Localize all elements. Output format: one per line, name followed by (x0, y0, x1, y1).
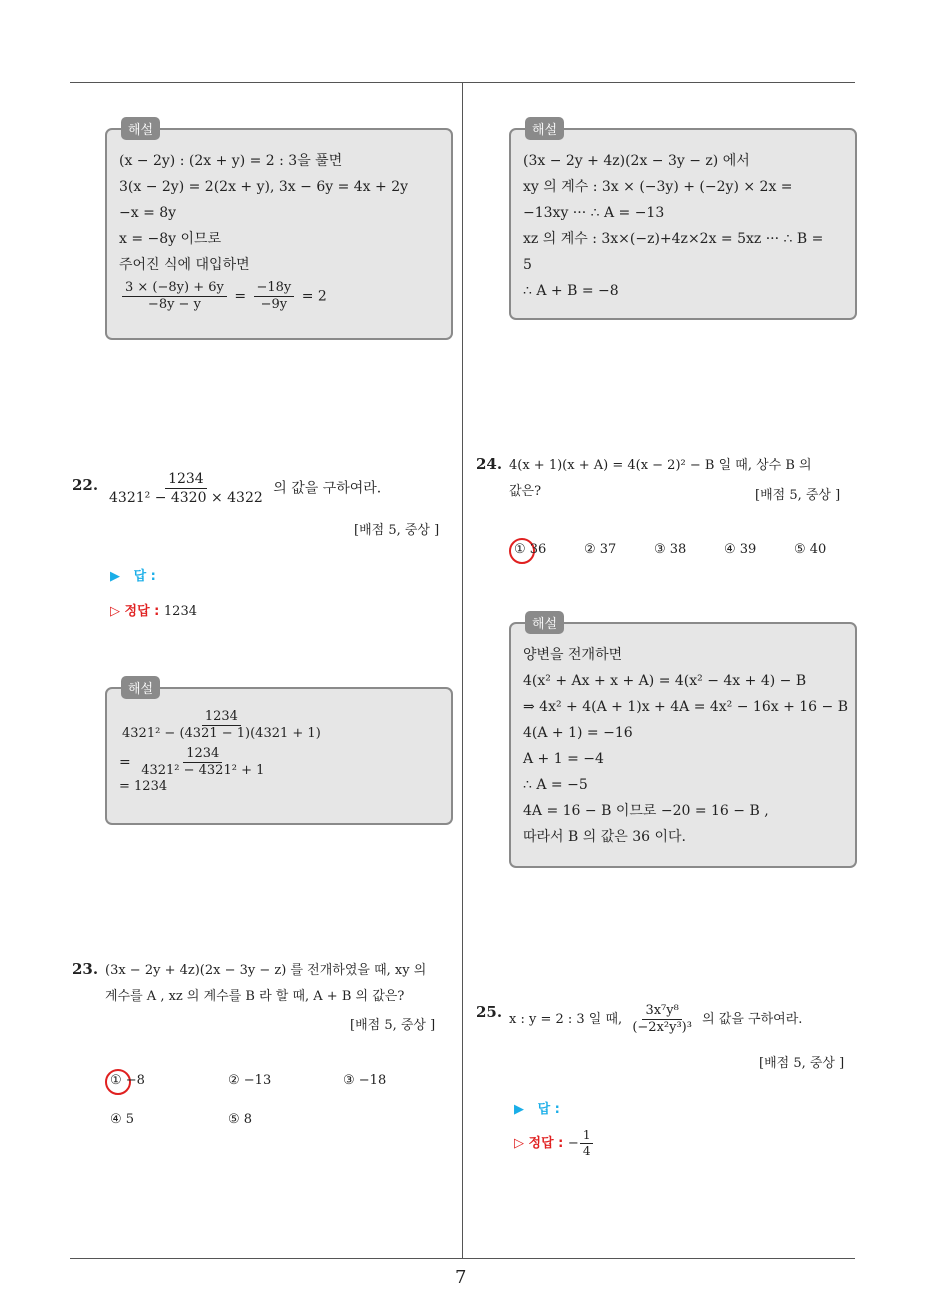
correct-answer-25 (514, 1128, 593, 1159)
explanation-line: 5 (523, 257, 532, 273)
numerator: 1 (580, 1128, 594, 1144)
equals: = (119, 754, 131, 771)
score-difficulty: [배점 5, 중상 ] (759, 1056, 845, 1071)
choice-5[interactable]: ⑤ 8 (228, 1112, 253, 1127)
explanation-line: −13xy ··· ∴ A = −13 (523, 205, 665, 221)
denominator: 4321² − 4320 × 4322 (109, 490, 263, 506)
explanation-line: (3x − 2y + 4z)(2x − 3y − z) 에서 (523, 153, 750, 169)
denominator: −9y (260, 297, 288, 312)
answer-prompt-22 (110, 565, 156, 584)
denominator: (−2x²y³)³ (632, 1020, 692, 1035)
explanation-line: xz 의 계수 : 3x×(−z)+4z×2x = 5xz ··· ∴ B = (523, 231, 824, 247)
explanation-line: (x − 2y) : (2x + y) = 2 : 3을 풀면 (119, 153, 343, 169)
explanation-line: 따라서 B 의 값은 36 이다. (523, 829, 686, 845)
explanation-fraction-line (119, 709, 441, 742)
answer-fraction (580, 1128, 594, 1159)
question-number-25: 25. (476, 1003, 503, 1021)
choice-2[interactable]: ② 37 (584, 542, 617, 557)
explanation-box-q21 (105, 123, 453, 340)
answer-label: 답 : (133, 569, 156, 584)
answer-label: 답 : (537, 1102, 560, 1117)
explanation-line: 4(A + 1) = −16 (523, 725, 633, 741)
numerator: 1234 (202, 709, 241, 726)
choice-5[interactable]: ⑤ 40 (794, 542, 827, 557)
equals: = (234, 288, 247, 305)
explanation-line: = 1234 (119, 779, 168, 794)
hollow-arrow-icon: ▷ (110, 604, 120, 619)
fraction (122, 280, 227, 313)
bottom-rule (70, 1258, 855, 1259)
numerator: −18y (254, 280, 295, 297)
explanation-line: 3(x − 2y) = 2(2x + y), 3x − 6y = 4x + 2y (119, 179, 409, 195)
correct-label: 정답 : (124, 604, 160, 619)
fraction (138, 746, 267, 779)
choice-1[interactable]: ① 36 (514, 542, 547, 557)
explanation-fraction-line (119, 280, 441, 313)
explanation-box-q21b (509, 123, 857, 320)
choice-3[interactable]: ③ −18 (343, 1073, 387, 1088)
correct-label: 정답 : (528, 1136, 564, 1151)
correct-answer-22 (110, 600, 197, 619)
explanation-fraction-line (119, 746, 441, 779)
explanation-line: −x = 8y (119, 205, 177, 221)
explanation-tag: 해설 (121, 117, 160, 140)
fraction (254, 280, 295, 313)
fraction (119, 709, 324, 742)
denominator: 4321² − (4321 − 1)(4321 + 1) (122, 726, 321, 741)
numerator: 3 × (−8y) + 6y (122, 280, 227, 297)
answer-value: 1234 (163, 604, 197, 619)
explanation-tag: 해설 (121, 676, 160, 699)
play-arrow-icon: ▶ (514, 1102, 524, 1117)
numerator: 1234 (165, 470, 207, 489)
question-23-line2: 계수를 A , xz 의 계수를 B 라 할 때, A + B 의 값은? (105, 989, 405, 1004)
question-text: 의 값을 구하여라. (273, 480, 382, 497)
answer-sign: − (567, 1136, 579, 1151)
choice-3[interactable]: ③ 38 (654, 542, 687, 557)
result: = 2 (301, 288, 327, 305)
choice-4[interactable]: ④ 5 (110, 1112, 135, 1127)
choice-2[interactable]: ② −13 (228, 1073, 272, 1088)
explanation-line: 주어진 식에 대입하면 (119, 257, 250, 273)
choice-1[interactable]: ① −8 (110, 1073, 145, 1088)
choice-4[interactable]: ④ 39 (724, 542, 757, 557)
score-difficulty: [배점 5, 중상 ] (755, 488, 841, 503)
explanation-line: 양변을 전개하면 (523, 647, 623, 663)
question-24-line2: 값은? (509, 484, 542, 499)
fraction (629, 1003, 695, 1036)
explanation-tag: 해설 (525, 611, 564, 634)
explanation-line: x = −8y 이므로 (119, 231, 222, 247)
explanation-line: ∴ A = −5 (523, 777, 588, 793)
question-number-22: 22. (72, 476, 99, 494)
fraction (106, 470, 266, 507)
page-number: 7 (455, 1267, 467, 1288)
answer-prompt-25 (514, 1098, 560, 1117)
explanation-line: xy 의 계수 : 3x × (−3y) + (−2y) × 2x = (523, 179, 793, 195)
score-difficulty: [배점 5, 중상 ] (354, 523, 440, 538)
question-text: 의 값을 구하여라. (702, 1012, 803, 1027)
explanation-box-q22 (105, 682, 453, 825)
explanation-line: A + 1 = −4 (523, 751, 604, 767)
question-22-text (103, 470, 381, 507)
question-text: x : y = 2 : 3 일 때, (509, 1012, 623, 1027)
column-divider (462, 83, 463, 1258)
explanation-tag: 해설 (525, 117, 564, 140)
numerator: 3x⁷y⁸ (642, 1003, 681, 1020)
score-difficulty: [배점 5, 중상 ] (350, 1018, 436, 1033)
play-arrow-icon: ▶ (110, 569, 120, 584)
question-23-line1: (3x − 2y + 4z)(2x − 3y − z) 를 전개하였을 때, xy 의 (105, 963, 427, 978)
explanation-line: ∴ A + B = −8 (523, 283, 619, 299)
denominator: 4 (582, 1144, 591, 1158)
explanation-line: 4(x² + Ax + x + A) = 4(x² − 4x + 4) − B (523, 673, 807, 689)
question-number-24: 24. (476, 455, 503, 473)
explanation-box-q24 (509, 617, 857, 868)
numerator: 1234 (183, 746, 222, 763)
denominator: 4321² − 4321² + 1 (141, 763, 265, 778)
explanation-line: ⇒ 4x² + 4(A + 1)x + 4A = 4x² − 16x + 16 − B (523, 699, 849, 715)
explanation-line: 4A = 16 − B 이므로 −20 = 16 − B , (523, 803, 769, 819)
question-25-text (509, 1003, 802, 1036)
denominator: −8y − y (147, 297, 201, 312)
hollow-arrow-icon: ▷ (514, 1136, 524, 1151)
question-number-23: 23. (72, 960, 99, 978)
question-24-line1: 4(x + 1)(x + A) = 4(x − 2)² − B 일 때, 상수 B 의 (509, 458, 812, 473)
